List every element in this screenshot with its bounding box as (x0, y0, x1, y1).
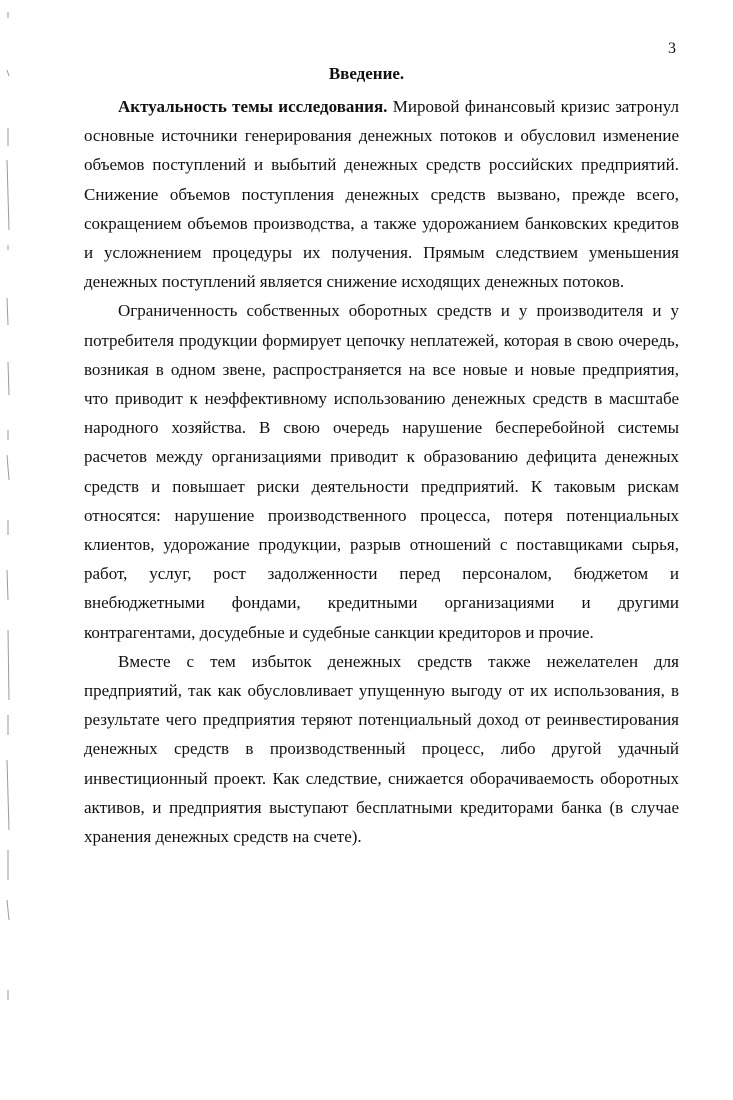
section-heading: Введение. (328, 64, 405, 83)
page-number: 3 (668, 40, 676, 57)
paragraph-relevance (84, 92, 679, 296)
body-text (84, 92, 679, 851)
paragraph-working-capital: Ограниченность собственных оборотных средств и у производителя и у потребителя продукции формирует цепочку неплатежей, которая в свою очередь, возникая в одном звене, распространяется на все новые и новые предприятия, что приводит к неэффективному использованию денежных средств в масштабе народного хозяйства. В свою очередь нарушение бесперебойной системы расчетов между организациями приводит к образованию дефицита денежных средств и повышает риски деятельности предприятий. К таковым рискам относятся: нарушение производственного процесса, потеря потенциальных клиентов, удорожание продукции, разрыв отношений с поставщиками сырья, работ, услуг, рост задолженности перед персоналом, бюджетом и внебюджетными фондами, кредитными организациями и другими контрагентами, досудебные и судебные санкции кредиторов и прочие. (84, 301, 679, 642)
paragraph-text: Мировой финансовый кризис затронул основные источники генерирования денежных потоков и обусловил изменение объемов поступлений и выбытий денежных средств российских предприятий. Снижение объемов поступления денежных средств вызвано, прежде всего, сокращением объемов производства, а также удорожанием банковских кредитов и усложнением процедуры их получения. Прямым следствием уменьшения денежных поступлений является снижение исходящих денежных потоков. (84, 97, 679, 292)
paragraph-lead: Актуальность темы исследования. (118, 97, 388, 116)
scan-margin-marks (0, 0, 22, 1100)
paragraph-cash-surplus: Вместе с тем избыток денежных средств также нежелателен для предприятий, так как обусловливает упущенную выгоду от их использования, в результате чего предприятия теряют потенциальный доход от реинвестирования денежных средств в производственный процесс, либо другой удачный инвестиционный проект. Как следствие, снижается оборачиваемость оборотных активов, и предприятия выступают бесплатными кредиторами банка (в случае хранения денежных средств на счете). (84, 651, 679, 847)
